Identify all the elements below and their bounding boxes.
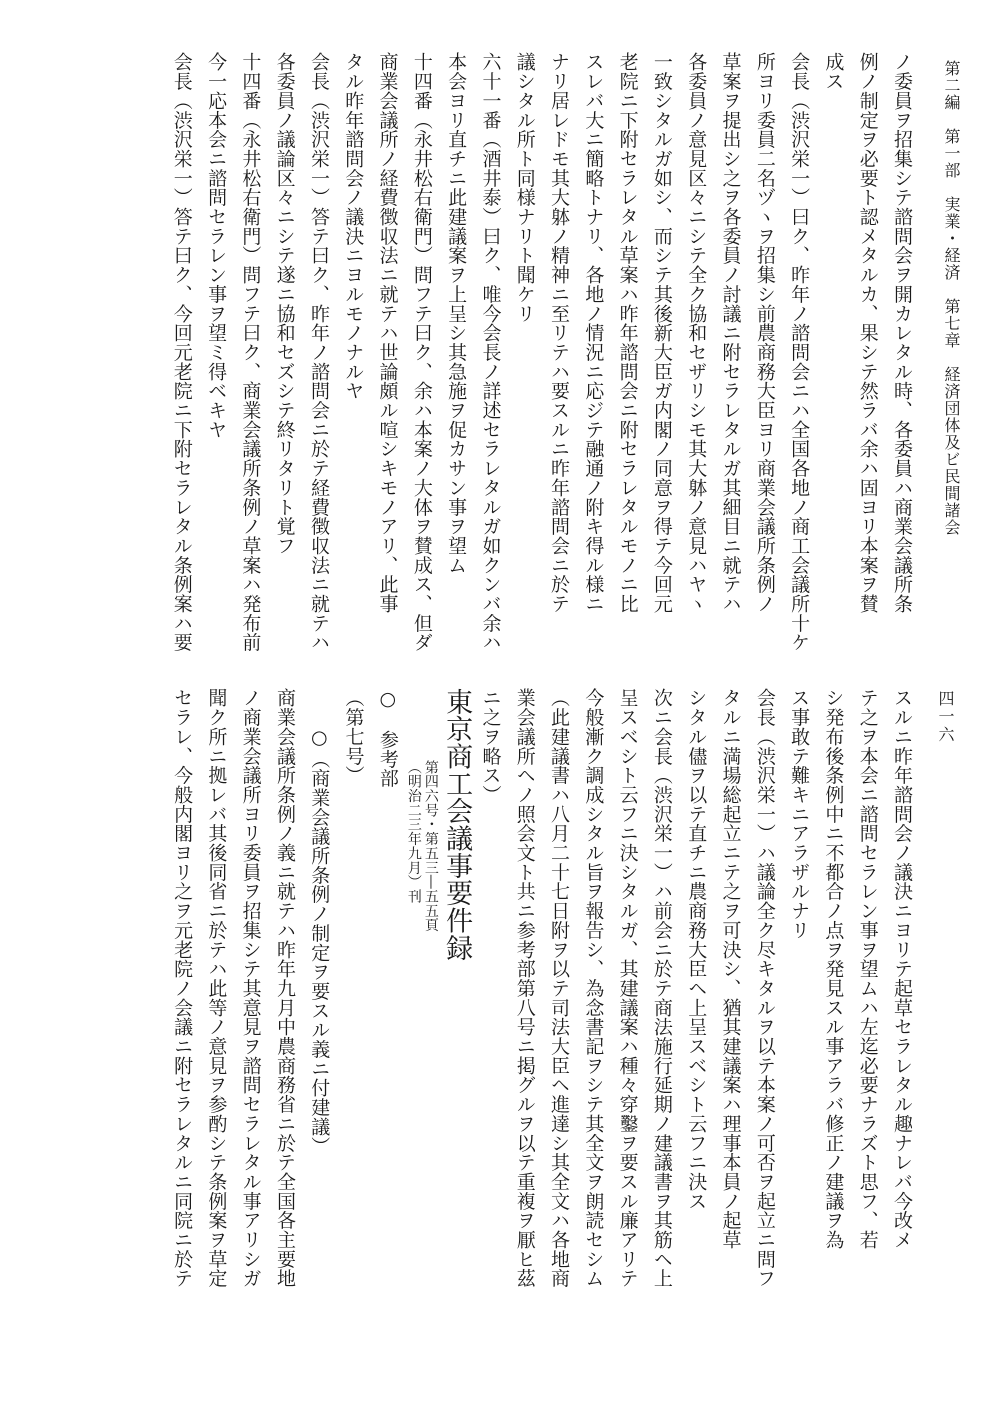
- text-column: 例ノ制定ヲ必要ト認メタルカ、果シテ然ラバ余ハ固ヨリ本案ヲ賛: [856, 52, 879, 614]
- upper-text-block: [119, 52, 919, 682]
- text-column: スレバ大ニ簡略トナリ、各地ノ情況ニ応ジテ融通ノ附キ得ル様ニ: [582, 52, 605, 614]
- text-column: 業会議所ヘノ照会文ト共ニ参考部第八号ニ掲グルヲ以テ重複ヲ厭ヒ茲: [513, 688, 536, 1288]
- source-reference: 第四六号・第五三―五五頁: [422, 760, 439, 933]
- text-column: 聞ク所ニ拠レバ其後同省ニ於テハ此等ノ意見ヲ参酌シテ条例案ヲ草定: [205, 688, 228, 1288]
- text-column: （此建議書ハ八月二十七日附ヲ以テ司法大臣ヘ進達シ其全文ハ各地商: [548, 688, 571, 1288]
- text-column: 今一応本会ニ諮問セラレン事ヲ望ミ得ベキヤ: [205, 52, 228, 439]
- text-column: 次ニ会長（渋沢栄一）ハ前会ニ於テ商法施行延期ノ建議書ヲ其筋ヘ上: [650, 688, 673, 1288]
- text-column: 各委員ノ議論区々ニシテ遂ニ協和セズシテ終リタリト覚フ: [273, 52, 296, 556]
- text-column: 十四番（永井松右衛門）問フテ曰ク、商業会議所条例ノ草案ハ発布前: [239, 52, 262, 652]
- text-column: 一致シタルガ如シ、而シテ其後新大臣ガ内閣ノ同意ヲ得テ今回元: [650, 52, 673, 614]
- text-column: テ之ヲ本会ニ諮問セラレン事ヲ望ムハ左迄必要ナラズト思フ、若: [856, 688, 879, 1250]
- text-column: ナリ居レドモ其大躰ノ精神ニ至リテハ要スルニ昨年諮問会ニ於テ: [548, 52, 571, 614]
- text-column: 会長（渋沢栄一）答テ曰ク、昨年ノ諮問会ニ於テ経費徴収法ニ就テハ: [307, 52, 330, 652]
- page-number: 四一六: [936, 690, 955, 744]
- text-column: 六十一番（酒井泰）曰ク、唯今会長ノ詳述セラレタルガ如クンバ余ハ: [479, 52, 502, 652]
- text-column: ニ之ヲ略ス）: [479, 688, 502, 805]
- text-column: 会長（渋沢栄一）曰ク、昨年ノ諮問会ニハ全国各地ノ商工会議所十ケ: [788, 52, 811, 652]
- text-column: 老院ニ下附セラレタル草案ハ昨年諮問会ニ附セラレタルモノニ比: [616, 52, 639, 614]
- document-heading: ○（商業会議所条例ノ制定ヲ要スル義ニ付建議）: [308, 688, 331, 1156]
- text-column: 会長（渋沢栄一）ハ議論全ク尽キタルヲ以テ本案ノ可否ヲ起立ニ問フ: [753, 688, 776, 1288]
- text-column: ス事敢テ難キニアラザルナリ: [788, 688, 811, 940]
- text-column: 所ヨリ委員二名ヅヽヲ招集シ前農商務大臣ヨリ商業会議所条例ノ: [753, 52, 776, 614]
- text-column: 成ス: [822, 52, 845, 91]
- text-column: シタル儘ヲ以テ直チニ農商務大臣ヘ上呈スベシト云フニ決ス: [685, 688, 708, 1211]
- source-reference-date: （明治二三年九月）刊: [405, 760, 422, 904]
- text-column: 十四番（永井松右衛門）問フテ曰ク、余ハ本案ノ大体ヲ賛成ス、但ダ: [410, 52, 433, 652]
- text-column: 草案ヲ提出シ之ヲ各委員ノ討議ニ附セラレタルガ其細目ニ就テハ: [719, 52, 742, 614]
- text-column: スルニ昨年諮問会ノ議決ニヨリテ起草セラレタル趣ナレバ今改メ: [891, 688, 913, 1250]
- text-column: ノ商業会議所ヨリ委員ヲ招集シテ其意見ヲ諮問セラレタル事アリシガ: [239, 688, 262, 1288]
- text-column: タル昨年諮問会ノ議決ニヨルモノナルヤ: [342, 52, 365, 401]
- text-column: 商業会議所ノ経費徴収法ニ就テハ世論頗ル喧シキモノアリ、此事: [376, 52, 399, 614]
- text-column: 今般漸ク調成シタル旨ヲ報告シ、為念書記ヲシテ其全文ヲ朗読セシム: [582, 688, 605, 1288]
- text-column: シ発布後条例中ニ不都合ノ点ヲ発見スル事アラバ修正ノ建議ヲ為: [822, 688, 845, 1250]
- text-column: 各委員ノ意見区々ニシテ全ク協和セザリシモ其大躰ノ意見ハヤヽ: [685, 52, 708, 614]
- text-column: 呈スベシト云フニ決シタルガ、其建議案ハ種々穿鑿ヲ要スル廉アリテ: [616, 688, 639, 1288]
- section-label: ○ 参考部: [376, 688, 399, 788]
- text-column: 議シタル所ト同様ナリト聞ケリ: [513, 52, 536, 323]
- lower-text-block: [119, 688, 919, 1328]
- document-number: （第七号）: [342, 688, 365, 785]
- text-column: 本会ヨリ直チニ此建議案ヲ上呈シ其急施ヲ促カサン事ヲ望ム: [445, 52, 468, 575]
- running-head: 第二編 第一部 実業・経済 第七章 経済団体及ビ民間諸会: [942, 60, 961, 536]
- text-column: セラレ、今般内閣ヨリ之ヲ元老院ノ会議ニ附セラレタルニ同院ニ於テ: [171, 688, 194, 1288]
- source-title: 東京商工会議事要件録: [441, 688, 473, 962]
- text-column: ノ委員ヲ招集シテ諮問会ヲ開カレタル時、各委員ハ商業会議所条: [891, 52, 913, 614]
- text-column: タルニ満場総起立ニテ之ヲ可決シ、猶其建議案ハ理事本員ノ起草: [719, 688, 742, 1250]
- text-column: 商業会議所条例ノ義ニ就テハ昨年九月中農商務省ニ於テ全国各主要地: [273, 688, 296, 1288]
- text-column: 会長（渋沢栄一）答テ曰ク、今回元老院ニ下附セラレタル条例案ハ要: [170, 52, 193, 652]
